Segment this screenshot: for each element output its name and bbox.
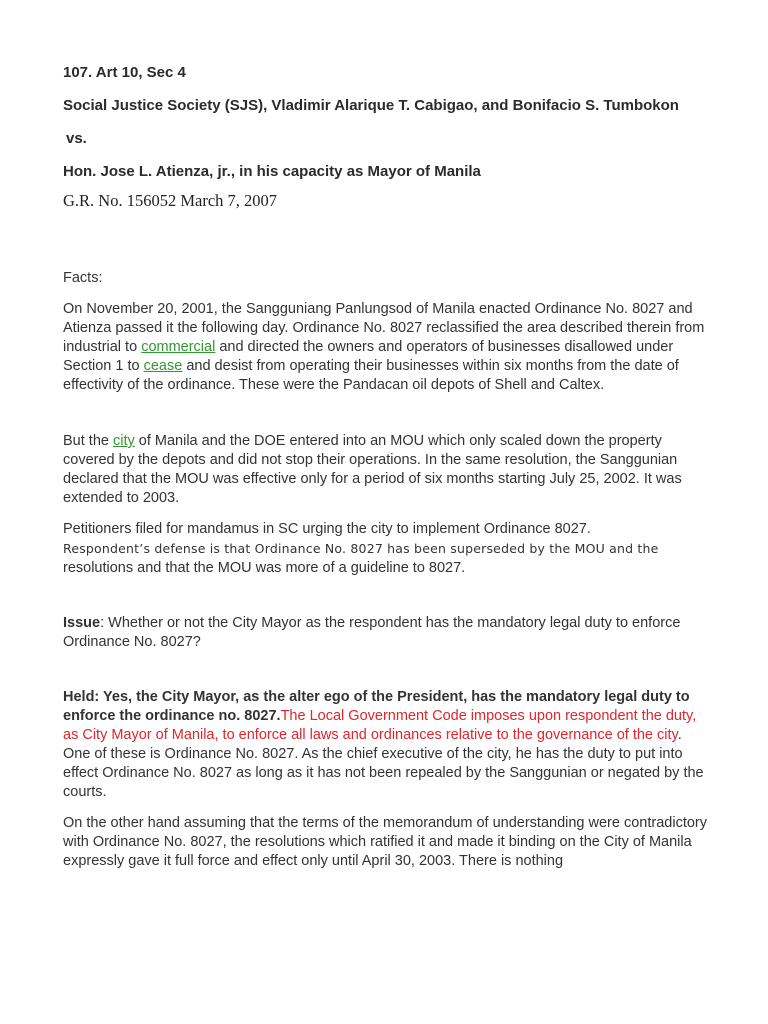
facts-text-1: On November 20, 2001, the Sangguniang Panlungsod of Manila enacted Ordinance No. 8027 and Atienza passed it the following day. Ordinance No. 8027 reclassified the area described therein from industrial to: [63, 301, 705, 355]
memorandum-paragraph: On the other hand assuming that the terms of the memorandum of understanding were contradictory with Ordinance No. 8027, the resolutions which ratified it and made it binding on the City of Manila expressly gave it full force and effect only until April 30, 2003. There is nothing: [63, 815, 707, 869]
held-paragraph: [63, 688, 711, 802]
issue-text: : Whether or not the City Mayor as the respondent has the mandatory legal duty to enforce Ordinance No. 8027?: [63, 615, 681, 650]
petitioners-paragraph: [63, 520, 711, 578]
mou-text-1: But the: [63, 433, 113, 449]
issue-label: Issue: [63, 615, 101, 631]
held-rest-text: . One of these is Ordinance No. 8027. As the chief executive of the city, he has the duty to put into effect Ordinance No. 8027 as long as it has not been repealed by the Sanggunian or negated by the courts.: [63, 727, 704, 800]
mou-text-2: of Manila and the DOE entered into an MOU which only scaled down the property covered by the depots and did not stop their operations. In the same resolution, the Sanggunian declared that the MOU was effective only for a period of six months starting July 25, 2002. It was extended to 2003.: [63, 433, 682, 506]
held-bold-text: Held: Yes, the City Mayor, as the alter ego of the President, has the mandatory legal duty to enforce the ordinance no. 8027.: [63, 689, 690, 724]
facts-text-3: and desist from operating their businesses within six months from the date of effectivity of the ordinance. These were the Pandacan oil depots of Shell and Caltex.: [63, 358, 679, 393]
document-content: [63, 62, 711, 871]
held-red-text: The Local Government Code imposes upon respondent the duty, as City Mayor of Manila, to enforce all laws and ordinances relative to the governance of the city: [63, 708, 697, 743]
facts-paragraph: [63, 300, 711, 395]
respondent-defense-text: Respondent’s defense is that Ordinance No. 8027 has been superseded by the MOU and the: [63, 541, 659, 556]
resolutions-text: resolutions and that the MOU was more of a guideline to 8027.: [63, 560, 466, 576]
petition-text: Petitioners filed for mandamus in SC urging the city to implement Ordinance 8027.: [63, 521, 591, 537]
facts-label: Facts:: [63, 270, 103, 286]
petitioners-heading: Social Justice Society (SJS), Vladimir Alarique T. Cabigao, and Bonifacio S. Tumbokon: [63, 97, 679, 114]
gr-number: G.R. No. 156052 March 7, 2007: [63, 191, 278, 210]
mou-paragraph: [63, 432, 711, 508]
city-link[interactable]: city: [112, 433, 135, 449]
versus-heading: vs.: [66, 130, 87, 147]
cease-link[interactable]: cease: [143, 358, 183, 374]
issue-paragraph: [63, 614, 711, 652]
respondent-heading: Hon. Jose L. Atienza, jr., in his capacity as Mayor of Manila: [63, 163, 481, 180]
case-number-title: 107. Art 10, Sec 4: [63, 64, 186, 81]
facts-text-2: and directed the owners and operators of businesses disallowed under Section 1 to: [63, 339, 674, 374]
commercial-link[interactable]: commercial: [141, 339, 216, 355]
